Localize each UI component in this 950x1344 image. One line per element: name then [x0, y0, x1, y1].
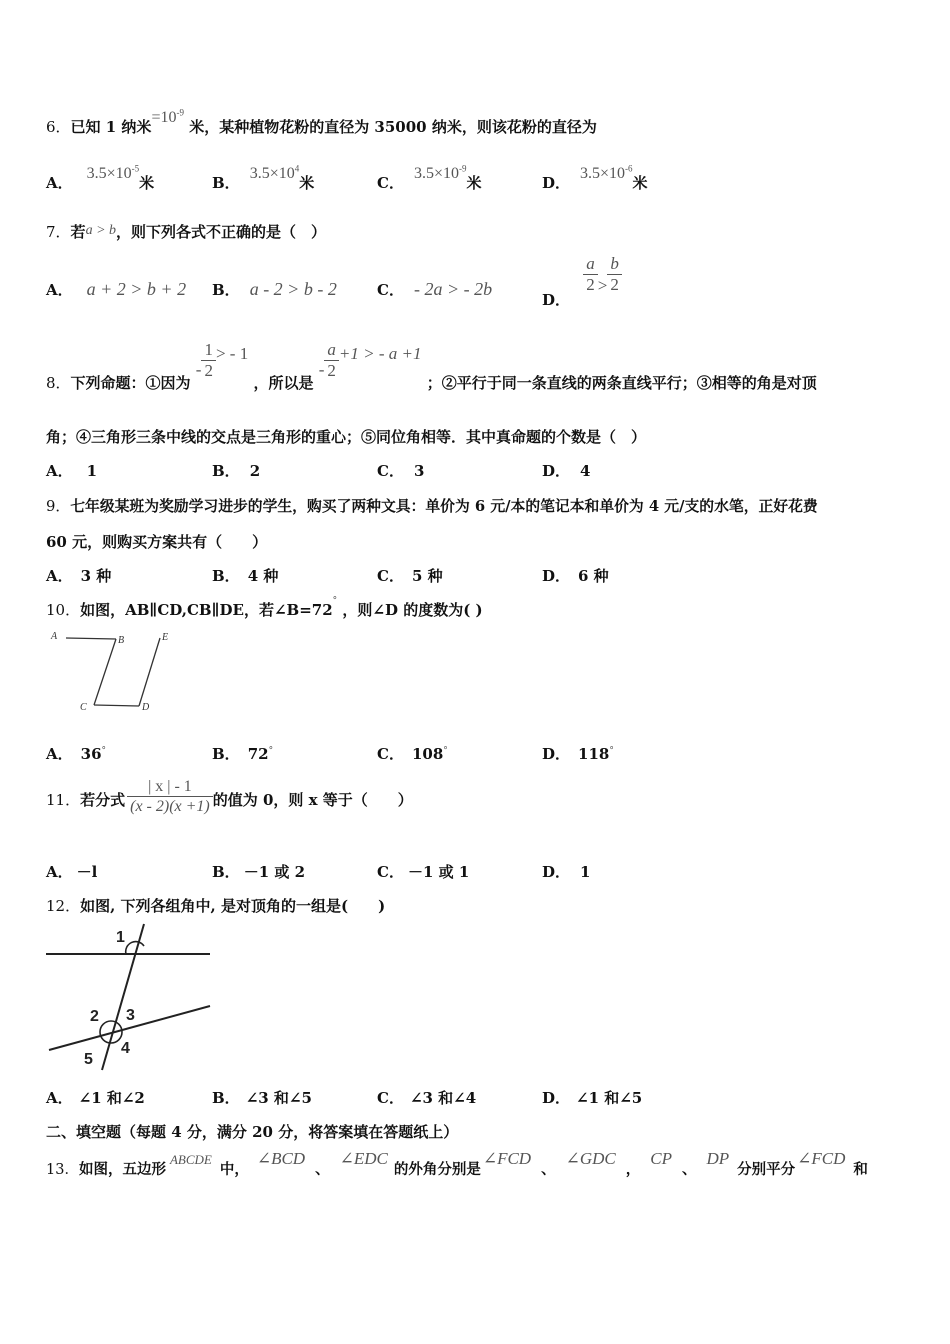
- option-label: B．: [212, 1089, 240, 1107]
- question-7: [46, 221, 326, 242]
- math-exponent: -9: [458, 163, 467, 174]
- question-13: [46, 1149, 868, 1179]
- question-number: 6．: [46, 118, 71, 136]
- option-unit: 米: [632, 174, 648, 192]
- question-6: [46, 107, 597, 137]
- option-b[interactable]: [212, 279, 337, 300]
- point-a-label: A: [51, 631, 58, 642]
- option-label: D．: [542, 745, 571, 763]
- segment-de: [139, 638, 160, 706]
- point-d-label: D: [142, 702, 150, 713]
- question-number: 11．: [46, 790, 81, 809]
- question-9: [46, 495, 818, 516]
- question-text: 和: [853, 1161, 868, 1178]
- fraction: [127, 777, 213, 816]
- question-text: 若分式: [80, 790, 126, 809]
- segment-cd: [94, 705, 139, 706]
- option-d[interactable]: [542, 460, 590, 481]
- option-a[interactable]: [46, 861, 97, 882]
- option-label: D．: [542, 567, 571, 585]
- math-expression: a - 2 > b - 2: [249, 279, 337, 299]
- question-text: 若: [70, 223, 86, 241]
- option-label: D．: [542, 462, 571, 480]
- question-number: 12．: [46, 897, 81, 915]
- question-number: 10．: [46, 601, 81, 619]
- option-c[interactable]: [377, 1087, 476, 1108]
- option-unit: 米: [466, 174, 482, 192]
- numerator: a: [583, 254, 598, 275]
- option-label: A．: [46, 745, 73, 763]
- option-d[interactable]: [542, 254, 622, 309]
- option-label: D．: [542, 290, 571, 309]
- option-text: 3 种: [80, 567, 112, 585]
- math-exponent: -6: [625, 163, 633, 174]
- math-expression: [250, 165, 300, 182]
- option-d[interactable]: [542, 861, 590, 882]
- option-text: 6 种: [578, 567, 609, 585]
- option-label: B．: [212, 863, 240, 881]
- question-text: ；②平行于同一条直线的两条直线平行；③相等的角是对顶: [426, 373, 817, 392]
- option-a[interactable]: [46, 565, 111, 586]
- question-text: ，则下列各式不正确的是（ ）: [116, 223, 327, 241]
- math-base: 3.5×10: [413, 165, 459, 182]
- option-text: 4: [580, 462, 591, 480]
- segment-bc: [94, 639, 116, 705]
- math-expression: a > b: [85, 223, 117, 238]
- option-c[interactable]: [377, 279, 492, 300]
- question-text: ，: [625, 1161, 641, 1178]
- question-9-line2: 60 元，则购买方案共有（ ）: [46, 533, 268, 551]
- option-label: C．: [377, 462, 404, 480]
- section-title: 二、填空题（每题 4 分，满分 20 分，将答案填在答题纸上）: [46, 1123, 459, 1141]
- math-expression: +1 > - a +1: [338, 343, 422, 363]
- angle-1-label: 1: [116, 929, 125, 946]
- option-text: ∠1 和∠5: [576, 1089, 643, 1107]
- question-8-lead: [46, 374, 191, 392]
- option-d[interactable]: [542, 743, 614, 764]
- question-text: 如图，AB∥CD,CB∥DE，若∠B=72: [80, 601, 333, 619]
- question-text: 、: [681, 1161, 697, 1178]
- point-c-label: C: [80, 702, 87, 713]
- numerator: 1: [201, 340, 216, 361]
- math-sign: -: [195, 359, 202, 379]
- math-expression: a + 2 > b + 2: [86, 279, 187, 299]
- option-a[interactable]: [46, 1087, 145, 1108]
- numerator: a: [324, 340, 339, 361]
- math-expression: ∠FCD: [482, 1149, 532, 1168]
- numerator: b: [607, 254, 622, 275]
- option-label: A．: [46, 174, 73, 192]
- math-expression: ∠EDC: [339, 1149, 388, 1168]
- question-text: 、: [541, 1161, 556, 1178]
- option-label: C．: [377, 1089, 404, 1107]
- question-text: ，所以是: [253, 373, 314, 392]
- math-exponent: -5: [131, 163, 140, 174]
- denominator: 2: [586, 275, 595, 295]
- option-d[interactable]: [542, 163, 648, 193]
- option-text: 2: [249, 462, 261, 480]
- math-base: 3.5×10: [249, 165, 295, 182]
- option-label: A．: [46, 863, 73, 881]
- option-a[interactable]: [46, 163, 155, 193]
- option-b[interactable]: [212, 861, 305, 882]
- option-label: B．: [212, 567, 240, 585]
- option-label: A．: [46, 281, 73, 299]
- option-unit: 米: [139, 174, 155, 192]
- degree-sign: °: [268, 746, 274, 756]
- option-text: 5 种: [411, 567, 443, 585]
- option-label: B．: [212, 462, 240, 480]
- math-exponent: 4: [294, 163, 300, 174]
- question-8-line2: 角；④三角形三条中线的交点是三角形的重心；⑤同位角相等．其中真命题的个数是（ ）: [46, 428, 647, 446]
- option-text: 72: [247, 745, 269, 763]
- option-label: D．: [542, 863, 571, 881]
- degree-sign: °: [101, 746, 107, 756]
- option-b[interactable]: [212, 1087, 312, 1108]
- option-d[interactable]: [542, 1087, 642, 1108]
- denominator: (x - 2)(x +1): [130, 798, 210, 816]
- option-d[interactable]: [542, 565, 609, 586]
- question-number: 9．: [46, 498, 71, 515]
- option-text: 4 种: [247, 567, 279, 585]
- question-number: 13．: [46, 1162, 79, 1178]
- option-label: D．: [542, 1089, 571, 1107]
- fraction: [324, 340, 339, 382]
- angle-3-label: 3: [126, 1007, 135, 1024]
- option-label: A．: [46, 462, 73, 480]
- option-text: ∠1 和∠2: [78, 1089, 145, 1107]
- option-text: 3: [413, 462, 425, 480]
- math-expression: ∠GDC: [565, 1149, 616, 1168]
- question-text: 的外角分别是: [393, 1161, 481, 1178]
- option-b[interactable]: [212, 460, 260, 481]
- option-text: －1 或 2: [243, 863, 306, 881]
- math-expression: [580, 165, 633, 182]
- angle-4-label: 4: [121, 1040, 130, 1057]
- math-expression: [151, 109, 184, 126]
- angle-1-arc: [126, 942, 144, 954]
- question-text: 七年级某班为奖励学习进步的学生，购买了两种文具：单价为 6 元/本的笔记本和单价为 4 元/支的水笔，正好花费: [70, 498, 818, 515]
- option-label: A．: [46, 567, 73, 585]
- angle-5-label: 5: [84, 1051, 93, 1068]
- option-c[interactable]: [377, 460, 424, 481]
- question-text: 分别平分: [737, 1161, 796, 1178]
- math-expression: - 2a > - 2b: [413, 279, 493, 299]
- option-b[interactable]: [212, 743, 273, 764]
- option-a[interactable]: [46, 460, 97, 481]
- option-text: －l: [76, 863, 98, 881]
- option-b[interactable]: [212, 163, 315, 193]
- segment-ab: [66, 638, 116, 639]
- fraction: [583, 254, 598, 296]
- option-label: D．: [542, 174, 571, 192]
- option-text: 1: [86, 462, 98, 480]
- question-8: [46, 340, 817, 392]
- option-label: C．: [377, 281, 404, 299]
- degree-sign: °: [443, 746, 448, 756]
- angles-figure: [44, 922, 214, 1072]
- question-10: [46, 596, 483, 620]
- denominator: 2: [204, 361, 213, 381]
- option-label: B．: [212, 745, 240, 763]
- question-text: 米，某种植物花粉的直径为 35000 纳米，则该花粉的直径为: [189, 118, 597, 136]
- point-e-label: E: [162, 632, 169, 643]
- math-expression: CP: [650, 1149, 672, 1168]
- option-text: 108: [411, 745, 444, 763]
- option-label: C．: [377, 174, 404, 192]
- option-label: C．: [377, 567, 404, 585]
- option-c[interactable]: [377, 163, 482, 193]
- math-expression: [414, 165, 467, 182]
- question-text: 、: [315, 1161, 330, 1178]
- option-text: ∠3 和∠5: [245, 1089, 312, 1107]
- denominator: 2: [327, 361, 336, 381]
- math-expression: ∠FCD: [797, 1149, 846, 1168]
- fraction: [607, 254, 622, 296]
- math-base: 3.5×10: [580, 165, 626, 182]
- angle-2-label: 2: [90, 1008, 99, 1025]
- question-text: 如图, 下列各组角中, 是对顶角的一组是( ): [80, 897, 386, 915]
- question-text: 已知 1 纳米: [70, 118, 152, 136]
- degree-sign: °: [332, 596, 338, 606]
- option-unit: 米: [299, 174, 315, 192]
- question-number: 8．: [46, 373, 71, 392]
- option-b[interactable]: [212, 565, 278, 586]
- numerator: | x | - 1: [127, 777, 213, 797]
- point-b-label: B: [118, 635, 125, 646]
- parallel-lines-figure: [46, 626, 181, 718]
- option-c[interactable]: [377, 565, 443, 586]
- math-base: =10: [151, 109, 177, 126]
- denominator: 2: [610, 275, 619, 295]
- degree-sign: °: [609, 746, 614, 756]
- question-number: 7．: [46, 223, 71, 241]
- option-text: 118: [578, 745, 610, 763]
- question-text: ，则∠D 的度数为( ): [342, 601, 483, 619]
- question-text: 下列命题：①因为: [70, 373, 191, 392]
- fraction: [201, 340, 216, 382]
- math-base: 3.5×10: [86, 165, 132, 182]
- option-c[interactable]: [377, 861, 469, 882]
- math-expression: [87, 165, 140, 182]
- question-text: 的值为 0，则 x 等于（ ）: [212, 790, 413, 809]
- option-label: C．: [377, 863, 404, 881]
- math-sign: -: [318, 359, 325, 379]
- option-label: C．: [377, 745, 404, 763]
- math-exponent: -9: [176, 107, 184, 118]
- math-expression: ABCDE: [169, 1152, 212, 1167]
- question-text: 中，: [219, 1161, 249, 1178]
- option-text: ∠3 和∠4: [409, 1089, 477, 1107]
- option-label: B．: [212, 281, 240, 299]
- option-a[interactable]: [46, 279, 186, 300]
- question-text: 如图，五边形: [78, 1161, 166, 1178]
- relation: >: [597, 275, 608, 295]
- option-label: A．: [46, 1089, 73, 1107]
- option-label: B．: [212, 174, 240, 192]
- question-11: [46, 777, 413, 816]
- question-12: [46, 895, 385, 916]
- math-expression: > - 1: [215, 343, 249, 363]
- option-text: －1 或 1: [407, 863, 470, 881]
- option-text: 1: [580, 863, 591, 881]
- option-text: 36: [80, 745, 102, 763]
- math-expression: ∠BCD: [256, 1149, 306, 1168]
- option-a[interactable]: [46, 743, 106, 764]
- question-11-lead: [46, 791, 125, 809]
- math-expression: DP: [706, 1149, 730, 1168]
- option-c[interactable]: [377, 743, 448, 764]
